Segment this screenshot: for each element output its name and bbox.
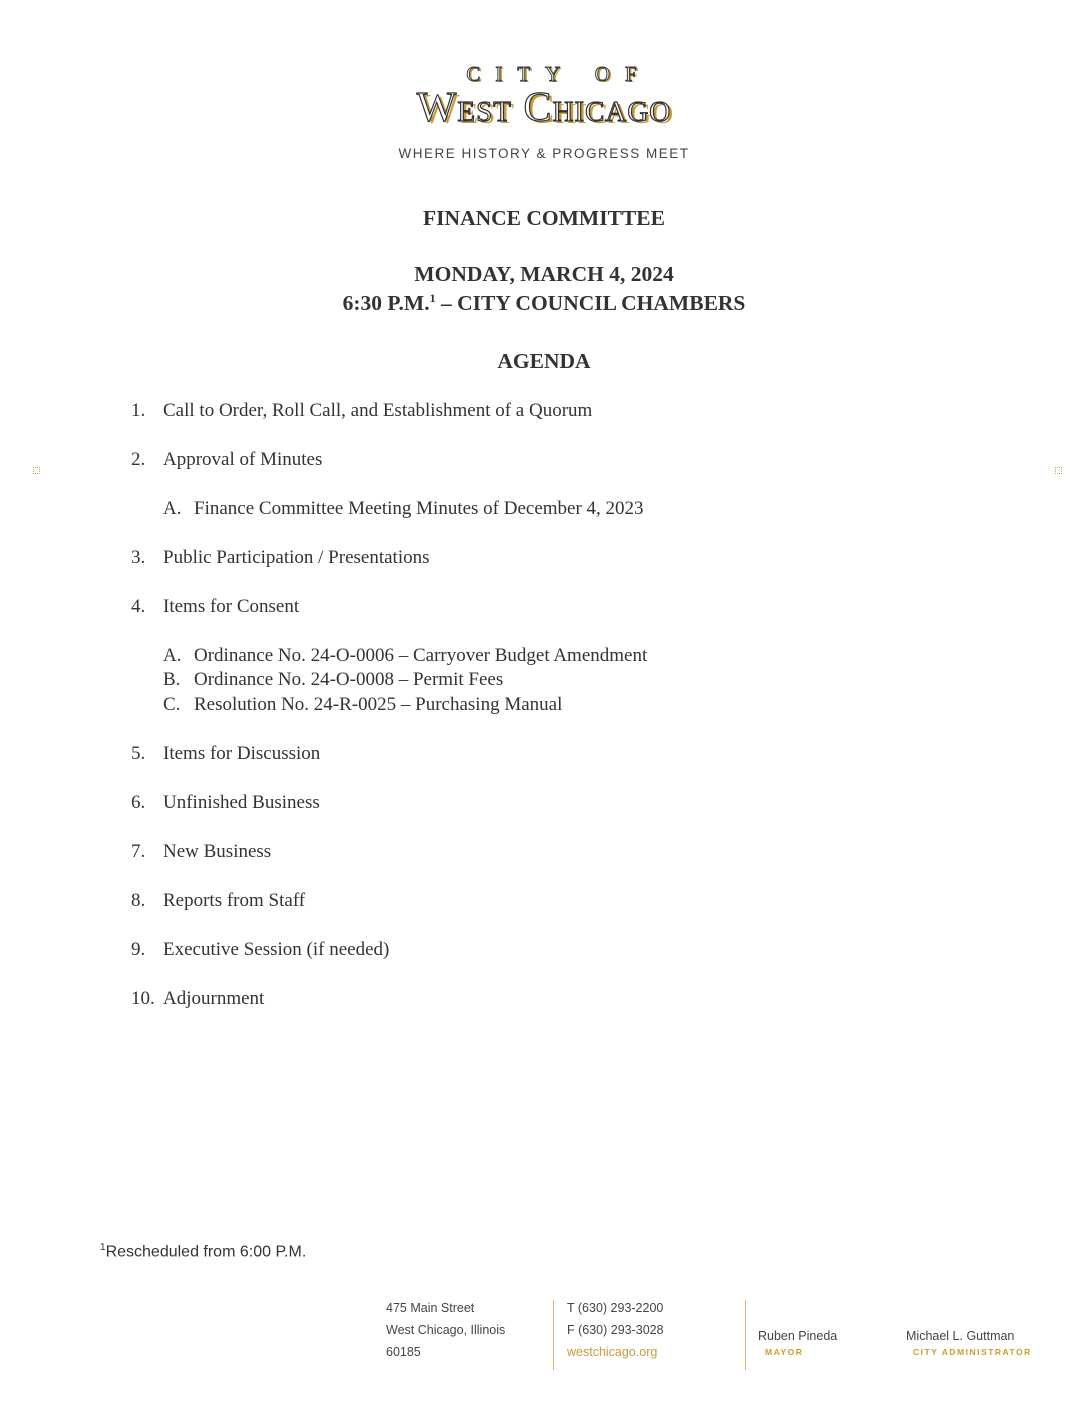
meeting-time-location: 6:30 P.M.$^1$ – CITY COUNCIL CHAMBERS	[342, 291, 746, 316]
mayor-title: MAYOR	[765, 1347, 804, 1357]
committee-title: FINANCE COMMITTEE	[423, 206, 665, 230]
administrator-title: CITY ADMINISTRATOR	[913, 1347, 1032, 1357]
address-zip: 60185	[386, 1345, 421, 1359]
city-logo	[0, 62, 1088, 130]
footer-divider	[745, 1300, 746, 1370]
phone-number: T (630) 293-2200	[567, 1301, 664, 1315]
administrator-name: Michael L. Guttman	[906, 1329, 1015, 1343]
logo-city-of: CITY OF	[466, 62, 652, 86]
logo-tagline: WHERE HISTORY & PROGRESS MEET	[398, 146, 690, 161]
website-link[interactable]: westchicago.org	[567, 1345, 658, 1359]
logo-west-chicago: West Chicago	[416, 85, 672, 131]
footer-mayor	[758, 1327, 837, 1359]
footer-administrator	[906, 1327, 1032, 1359]
agenda-title: AGENDA	[497, 349, 591, 373]
fax-number: F (630) 293-3028	[567, 1323, 664, 1337]
meeting-date: MONDAY, MARCH 4, 2024	[414, 262, 674, 286]
footer-address	[386, 1297, 505, 1363]
footer-contact	[567, 1297, 664, 1363]
address-city: West Chicago, Illinois	[386, 1323, 506, 1337]
margin-mark	[33, 467, 40, 474]
margin-mark	[1055, 467, 1062, 474]
mayor-name: Ruben Pineda	[758, 1329, 838, 1343]
address-street: 475 Main Street	[386, 1301, 475, 1315]
footer-divider	[553, 1300, 554, 1370]
footnote: $^1$Rescheduled from 6:00 P.M.	[100, 1242, 307, 1261]
